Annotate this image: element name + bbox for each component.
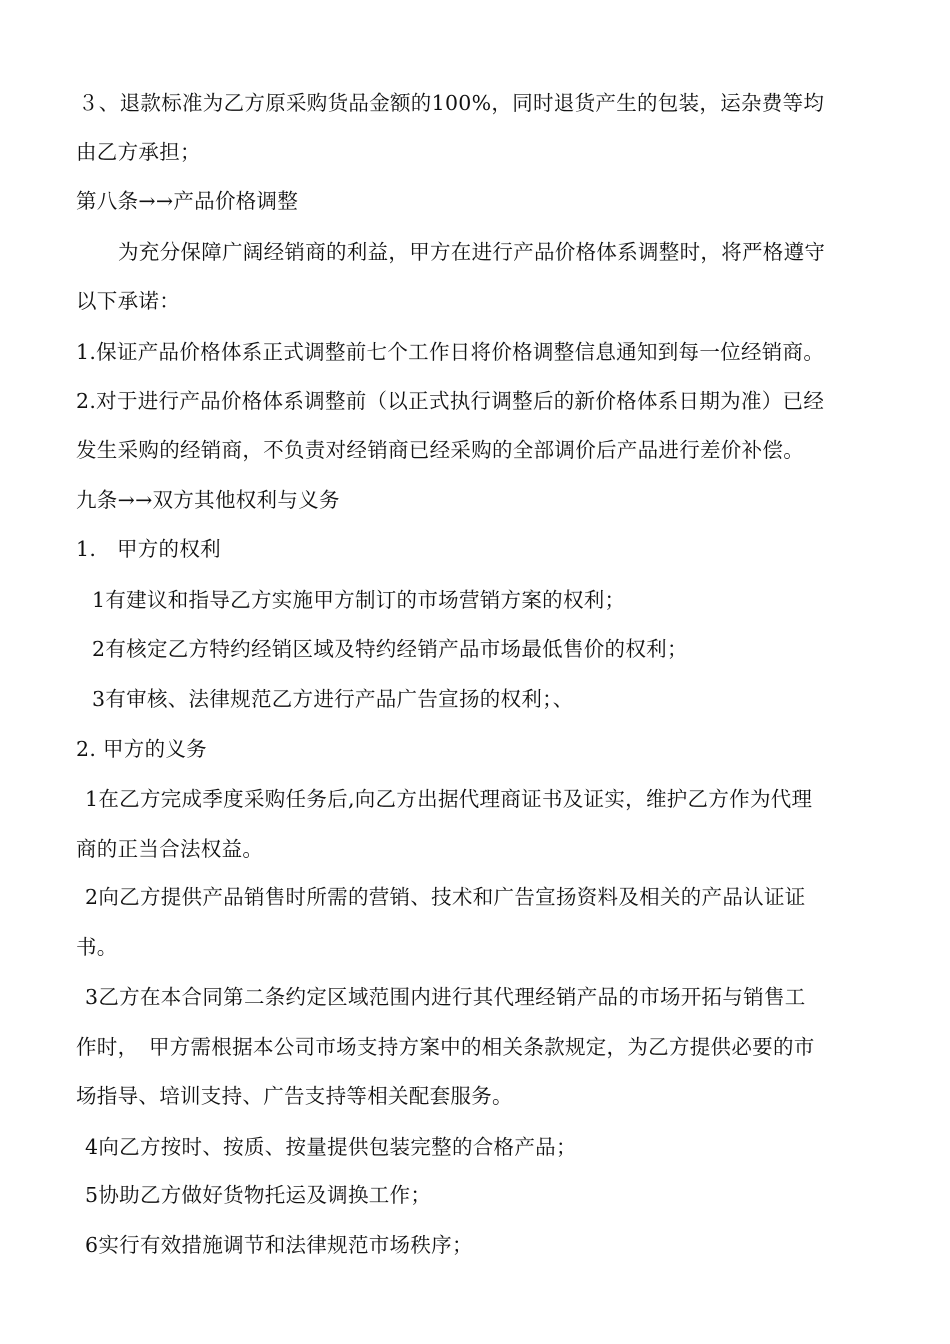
text-line: 发生采购的经销商，不负责对经销商已经采购的全部调价后产品进行差价补偿。 [76,438,804,462]
list-item: 2有核定乙方特约经销区域及特约经销产品市场最低售价的权利； [92,637,688,661]
text-line: 为充分保障广阔经销商的利益，甲方在进行产品价格体系调整时，将严格遵守 [118,240,826,264]
list-item: 6实行有效措施调节和法律规范市场秩序； [85,1233,473,1257]
list-item: 1在乙方完成季度采购任务后,向乙方出据代理商证书及证实，维护乙方作为代理 [85,787,813,811]
text-line: 作时， 甲方需根据本公司市场支持方案中的相关条款规定，为乙方提供必要的市 [76,1035,815,1059]
list-item: 3有审核、法律规范乙方进行产品广告宣扬的权利；、 [92,687,574,711]
list-item: 3乙方在本合同第二条约定区域范围内进行其代理经销产品的市场开拓与销售工 [85,985,806,1009]
text-line: 书。 [76,935,118,959]
list-item: 2.对于进行产品价格体系调整前（以正式执行调整后的新价格体系日期为准）已经 [76,389,825,413]
list-item: 2向乙方提供产品销售时所需的营销、技术和广告宣扬资料及相关的产品认证证 [85,885,806,909]
subsection-heading: 2. 甲方的义务 [76,737,207,761]
text-line: 以下承诺： [76,289,180,313]
text-line: ３、退款标准为乙方原采购货品金额的100%，同时退货产生的包装，运杂费等均 [78,91,825,115]
text-line: 场指导、培训支持、广告支持等相关配套服务。 [76,1084,513,1108]
text-line: 商的正当合法权益。 [76,837,264,861]
subsection-heading: 1. 甲方的权利 [76,537,221,561]
list-item: 1有建议和指导乙方实施甲方制订的市场营销方案的权利； [92,588,626,612]
list-item: 5协助乙方做好货物托运及调换工作； [85,1183,432,1207]
list-item: 4向乙方按时、按质、按量提供包装完整的合格产品； [85,1135,577,1159]
section-heading: 第八条→→产品价格调整 [76,189,299,213]
list-item: 1.保证产品价格体系正式调整前七个工作日将价格调整信息通知到每一位经销商。 [76,340,825,364]
section-heading: 九条→→双方其他权利与义务 [76,488,340,512]
text-line: 由乙方承担； [76,140,201,164]
